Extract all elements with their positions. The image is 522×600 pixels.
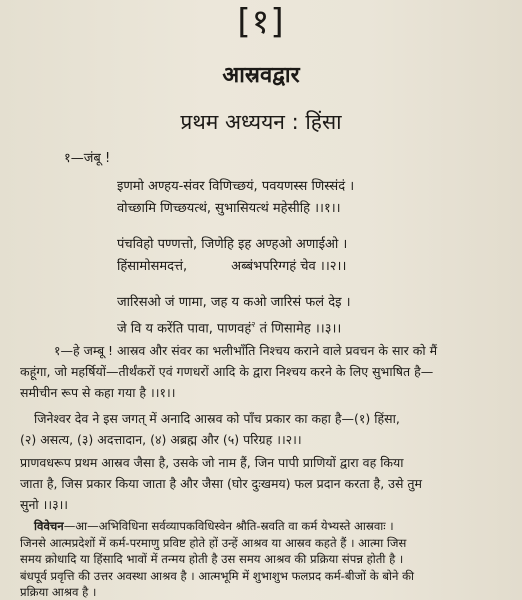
paragraph-commentary <box>20 518 504 584</box>
verse-line: पंचविहो पण्णत्तो, जिणेहि इह अण्हओ अणाईओ । <box>117 237 348 252</box>
text-line: समीचीन रूप से कहा गया है ।।१।। <box>20 385 176 400</box>
text-line: समय क्रोधादि या हिंसादि भावों में तन्मय होती है उस समय आश्रव की प्रक्रिया संपन्न होती है । <box>20 552 404 566</box>
verse-line-part: तं णिसामेह ।।३।। <box>255 321 342 337</box>
paragraph-translation-3 <box>20 452 504 515</box>
verse-line-part: हिंसामोसमदत्तं, <box>117 259 188 274</box>
text-line <box>20 518 504 535</box>
paragraph-translation-1 <box>20 340 504 403</box>
text-line: बंधपूर्व प्रवृत्ति की उत्तर अवस्था आश्रव है । आत्मभूमि में शुभाशुभ फलप्रद कर्म-बीजों के बोने की <box>20 568 414 583</box>
chapter-title: आस्रवद्वार <box>222 63 300 88</box>
verse-line <box>117 316 341 338</box>
text-line: सुनो ।।३।। <box>20 497 69 512</box>
verse-line <box>117 258 346 276</box>
verse-line-part: जे वि य करेंति पावा, पाणवहं <box>117 321 252 337</box>
text-line: जिनसे आत्मप्रदेशों में कर्म-परमाणु प्रविष्ट होते हों उन्हें आश्रव या आस्रव कहते हैं । आत्मा जिस <box>20 535 407 550</box>
text-line: जाता है, जिस प्रकार किया जाता है और जैसा (घोर दुःखमय) फल प्रदान करता है, उसे तुम <box>20 476 423 491</box>
verse-line: इणमो अण्हय-संवर विणिच्छयं, पवयणस्स णिस्संदं । <box>117 179 355 194</box>
commentary-label: विवेचन <box>34 519 64 533</box>
paragraph-translation-2 <box>20 408 504 450</box>
text-line-part: —आ—अभिविधिना सर्वव्यापकविधिस्वेन श्रौति-स्रवति वा कर्म येभ्यस्ते आस्रवाः । <box>63 519 394 533</box>
text-line: प्रक्रिया आश्रव है । <box>20 585 97 599</box>
verse-line: जारिसओ जं णामा, जह य कओ जारिसं फलं देइ । <box>117 295 351 310</box>
verse-marker: १—जंबू ! <box>64 151 111 166</box>
footnote-ref: २ <box>251 320 256 329</box>
text-line: १—हे जम्बू ! आस्रव और संवर का भलीभाँति निश्चय कराने वाले प्रवचन के सार को मैं <box>54 343 438 358</box>
page-number: [१] <box>237 2 285 42</box>
text-line: कहूंगा, जो महर्षियों—तीर्थंकरों एवं गणधरों आदि के द्वारा निश्चय करने के लिए सुभाषित है— <box>20 364 434 379</box>
text-line: जिनेश्वर देव ने इस जगत् में अनादि आस्रव को पाँच प्रकार का कहा है—(१) हिंसा, <box>34 411 400 426</box>
text-line: प्राणवधरूप प्रथम आस्रव जैसा है, उसके जो नाम हैं, जिन पापी प्राणियों द्वारा वह किया <box>20 455 404 470</box>
section-title: प्रथम अध्ययन : हिंसा <box>180 110 342 134</box>
text-line: (२) असत्य, (३) अदत्तादान, (४) अब्रह्म और (५) परिग्रह ।।२।। <box>20 432 302 447</box>
paragraph-commentary-2 <box>20 584 504 600</box>
verse-line-part: अब्बंभपरिग्गहं चेव ।।२।। <box>231 259 347 274</box>
verse-line: वोच्छामि णिच्छयत्थं, सुभासियत्थं महेसीहि ।।१।। <box>117 201 341 216</box>
